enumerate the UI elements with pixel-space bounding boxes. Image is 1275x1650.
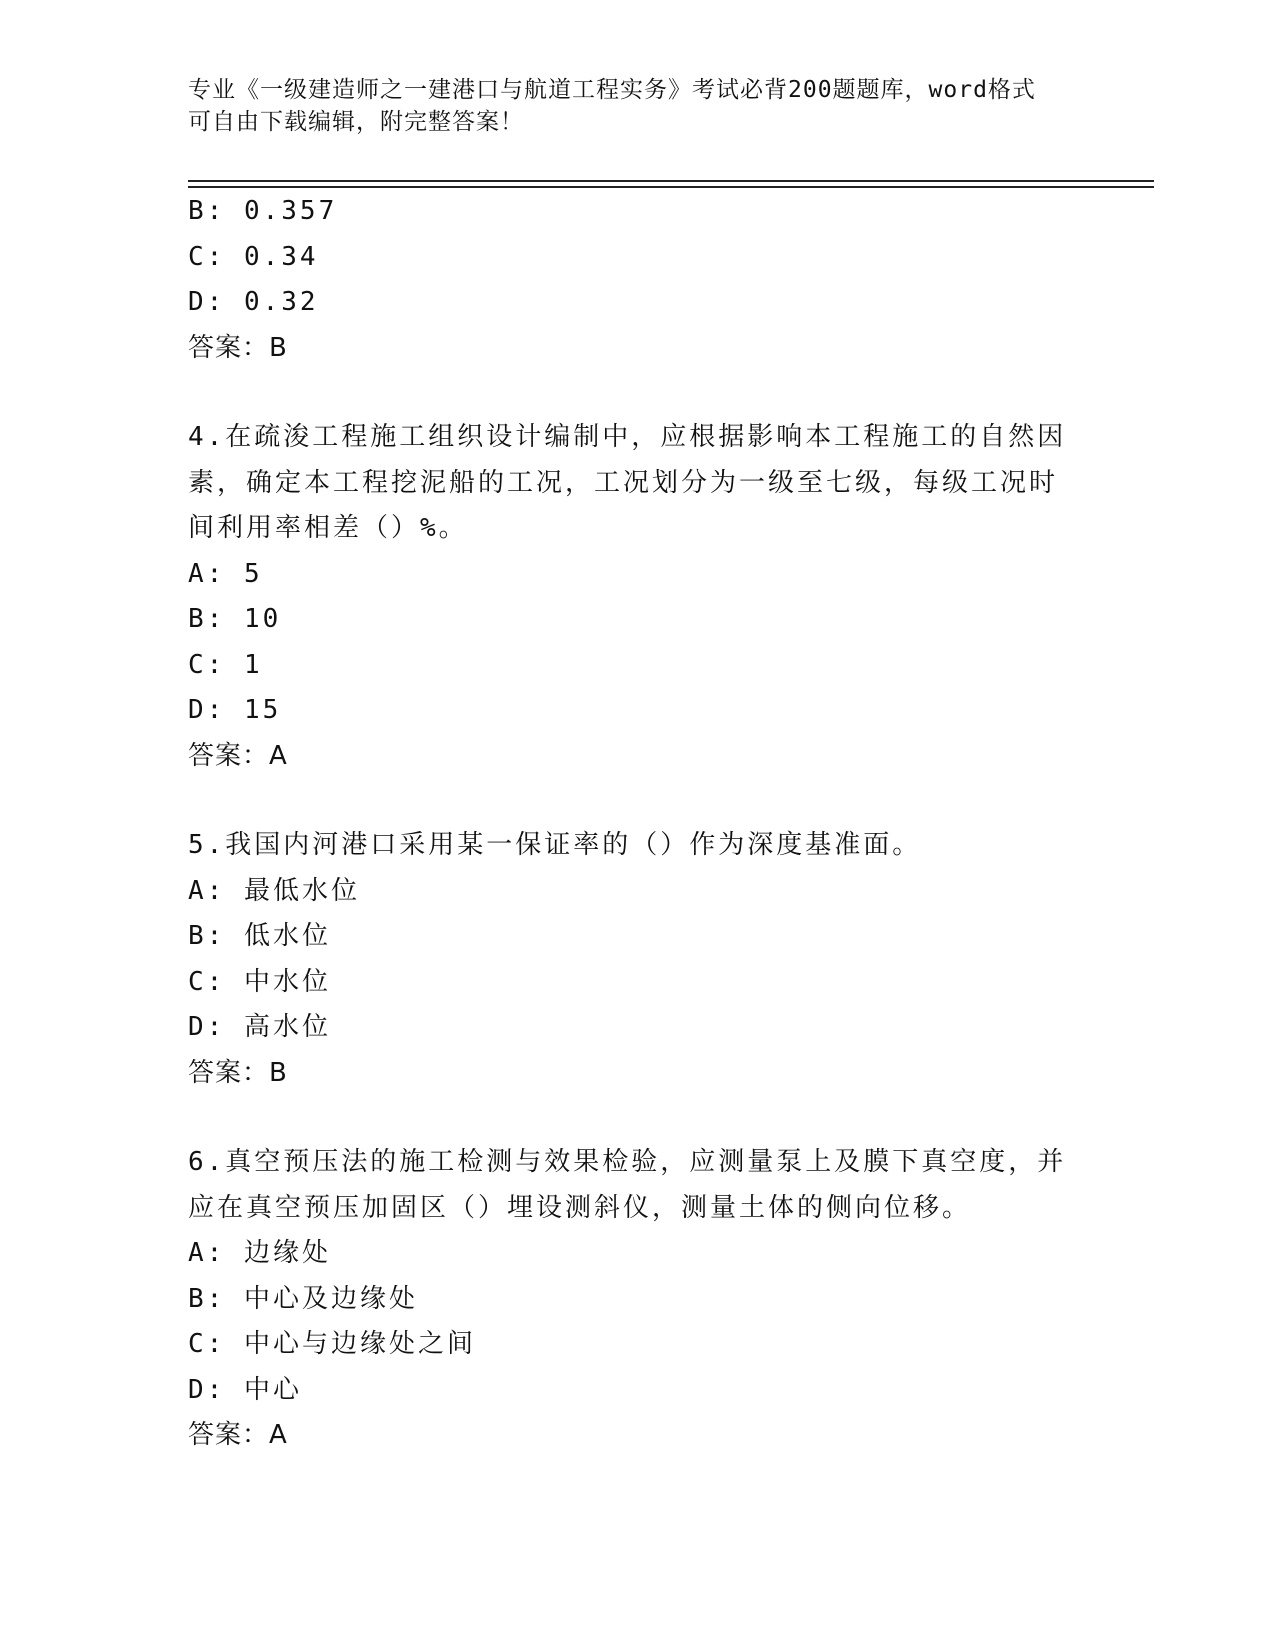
- question-list: [188, 189, 1088, 1459]
- option-a: A: 最低水位: [188, 875, 360, 906]
- question-text-line: 6.真空预压法的施工检测与效果检验，应测量泵上及膜下真空度，并: [188, 1147, 1067, 1177]
- header-divider-top: [188, 180, 1154, 182]
- header-line-2: 可自由下载编辑，附完整答案！: [188, 109, 524, 135]
- answer-line: 答案：A: [188, 740, 288, 771]
- option-b: B: 低水位: [188, 921, 331, 951]
- option-b: B: 10: [188, 604, 282, 634]
- answer-line: 答案：B: [188, 332, 288, 363]
- partial-question-3: [188, 189, 1088, 371]
- question-text-line: 间利用率相差（）%。: [188, 513, 468, 543]
- question-text-line: 4.在疏浚工程施工组织设计编制中，应根据影响本工程施工的自然因: [188, 422, 1067, 452]
- document-header: [188, 74, 1088, 138]
- option-d: D: 0.32: [188, 287, 319, 317]
- option-c: C: 1: [188, 649, 263, 680]
- option-d: D: 中心: [188, 1374, 302, 1405]
- answer-line: 答案：B: [188, 1057, 288, 1088]
- question-4: [188, 415, 1088, 779]
- option-d: D: 15: [188, 695, 282, 725]
- question-text-line: 5.我国内河港口采用某一保证率的（）作为深度基准面。: [188, 830, 922, 860]
- question-text-line: 应在真空预压加固区（）埋设测斜仪，测量土体的侧向位移。: [188, 1192, 972, 1223]
- option-d: D: 高水位: [188, 1012, 331, 1042]
- option-a: A: 边缘处: [188, 1238, 331, 1268]
- option-c: C: 中心与边缘处之间: [188, 1329, 476, 1359]
- option-b: B: 0.357: [188, 196, 338, 226]
- header-line-1: 专业《一级建造师之一建港口与航道工程实务》考试必背200题题库，word格式: [188, 77, 1036, 103]
- question-5: [188, 823, 1088, 1096]
- option-c: C: 中水位: [188, 966, 331, 997]
- question-text-line: 素，确定本工程挖泥船的工况，工况划分为一级至七级，每级工况时: [188, 467, 1059, 498]
- question-6: [188, 1140, 1088, 1459]
- answer-line: 答案：A: [188, 1420, 288, 1450]
- option-a: A: 5: [188, 558, 263, 589]
- option-b: B: 中心及边缘处: [188, 1283, 418, 1314]
- header-divider-bottom: [188, 186, 1154, 188]
- option-c: C: 0.34: [188, 241, 319, 272]
